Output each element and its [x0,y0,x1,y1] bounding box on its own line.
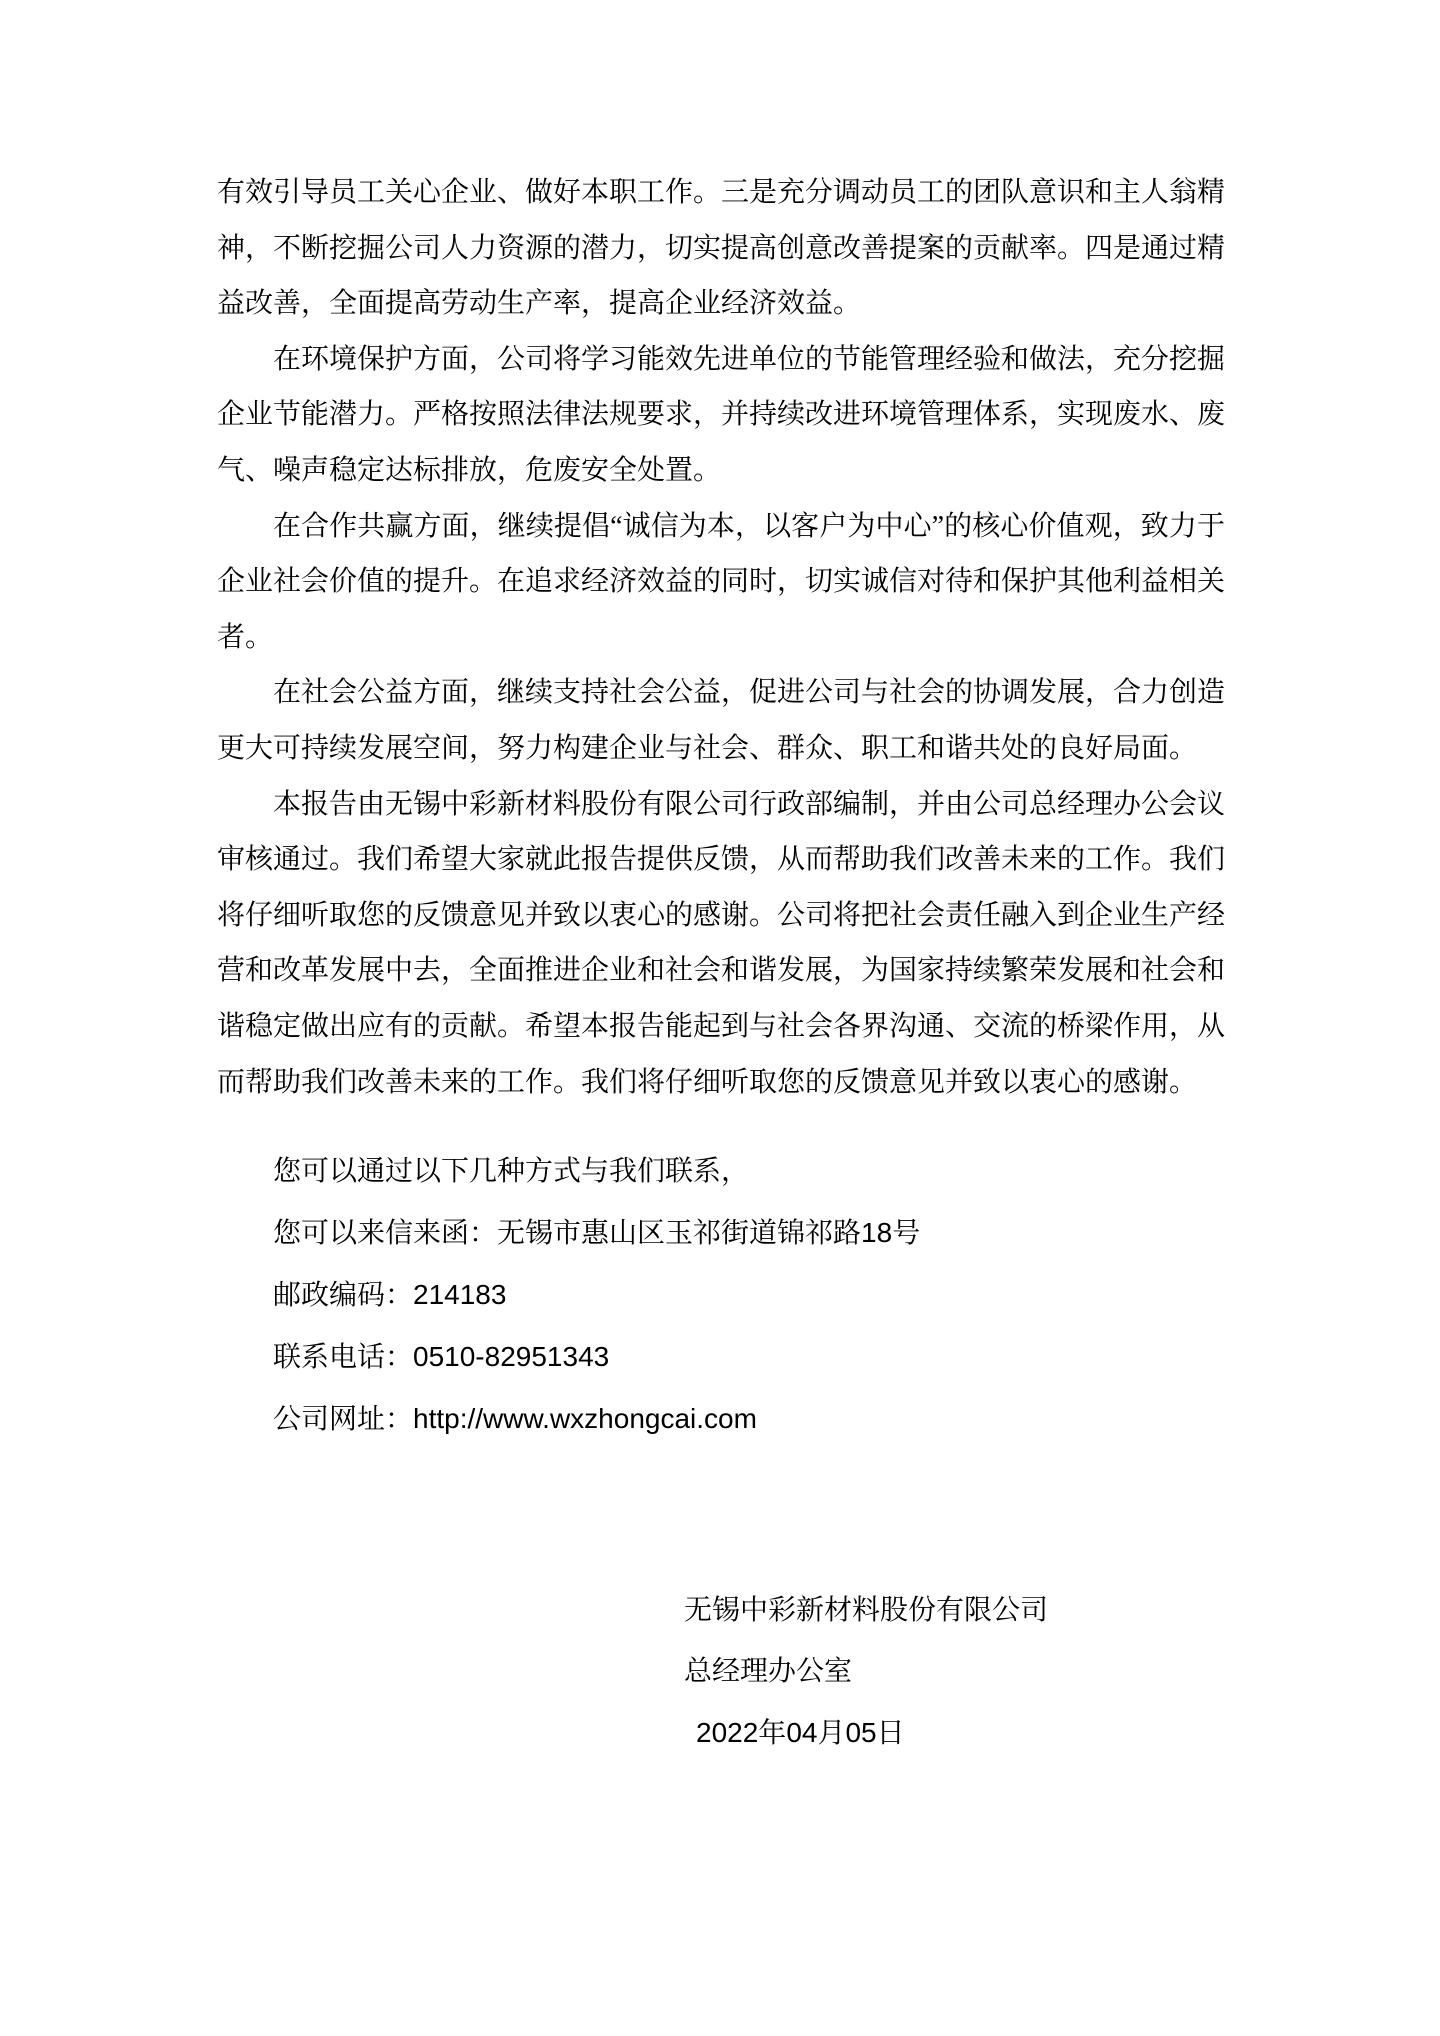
contact-address-line [217,1205,1225,1262]
signature-date [684,1705,1048,1762]
contact-phone-line [217,1329,1225,1386]
signature-department: 总经理办公室 [684,1656,853,1687]
body-paragraph: 在社会公益方面，继续支持社会公益，促进公司与社会的协调发展，合力创造更大可持续发展空间，努力构建企业与社会、群众、职工和谐共处的良好局面。 [217,677,1226,764]
signature-company: 无锡中彩新材料股份有限公司 [684,1595,1049,1626]
signature-date-year: 2022 [696,1717,759,1748]
document-page [217,165,1225,1453]
contact-website-value: http://www.wxzhongcai.com [413,1403,757,1435]
body-paragraph: 本报告由无锡中彩新材料股份有限公司行政部编制，并由公司总经理办公会议审核通过。我们希望大家就此报告提供反馈，从而帮助我们改善未来的工作。我们将仔细听取您的反馈意见并致以衷心的感谢。公司将把社会责任融入到企业生产经营和改革发展中去，全面推进企业和社会和谐发展，为国家持续繁荣发展和社会和谐稳定做出应有的贡献。希望本报告能起到与社会各界沟通、交流的桥梁作用，从而帮助我们改善未来的工作。我们将仔细听取您的反馈意见并致以衷心的感谢。 [217,788,1226,1098]
signature-date-month: 04 [786,1717,818,1748]
contact-postcode-value: 214183 [413,1279,507,1311]
contact-section [217,1144,1225,1448]
contact-address-value: 无锡市惠山区玉祁街道锦祁路 [497,1218,862,1250]
contact-postcode-label: 邮政编码： [273,1280,414,1312]
contact-address-label: 您可以来信来函： [273,1218,498,1250]
signature-date-month-unit: 月 [817,1718,846,1749]
contact-website-line [217,1391,1225,1448]
contact-phone-value: 0510-82951343 [413,1341,610,1373]
contact-address-suffix: 号 [892,1218,921,1250]
contact-website-label: 公司网址： [273,1404,414,1436]
body-paragraph: 有效引导员工关心企业、做好本职工作。三是充分调动员工的团队意识和主人翁精神，不断挖掘公司人力资源的潜力，切实提高创意改善提案的贡献率。四是通过精益改善，全面提高劳动生产率，提高企业经济效益。 [217,177,1226,320]
signature-block [684,1583,1048,1767]
signature-date-day: 05 [845,1717,877,1748]
body-paragraph: 在合作共赢方面，继续提倡“诚信为本，以客户为中心”的核心价值观，致力于企业社会价值的提升。在追求经济效益的同时，切实诚信对待和保护其他利益相关者。 [217,510,1226,653]
signature-date-day-unit: 日 [876,1718,905,1749]
contact-postcode-line [217,1267,1225,1324]
signature-date-year-unit: 年 [758,1718,787,1749]
contact-phone-label: 联系电话： [273,1342,414,1374]
contact-intro: 您可以通过以下几种方式与我们联系， [273,1156,750,1188]
body-paragraph: 在环境保护方面，公司将学习能效先进单位的节能管理经验和做法，充分挖掘企业节能潜力。严格按照法律法规要求，并持续改进环境管理体系，实现废水、废气、噪声稳定达标排放，危废安全处置。 [217,343,1226,486]
contact-address-number: 18 [861,1217,893,1249]
